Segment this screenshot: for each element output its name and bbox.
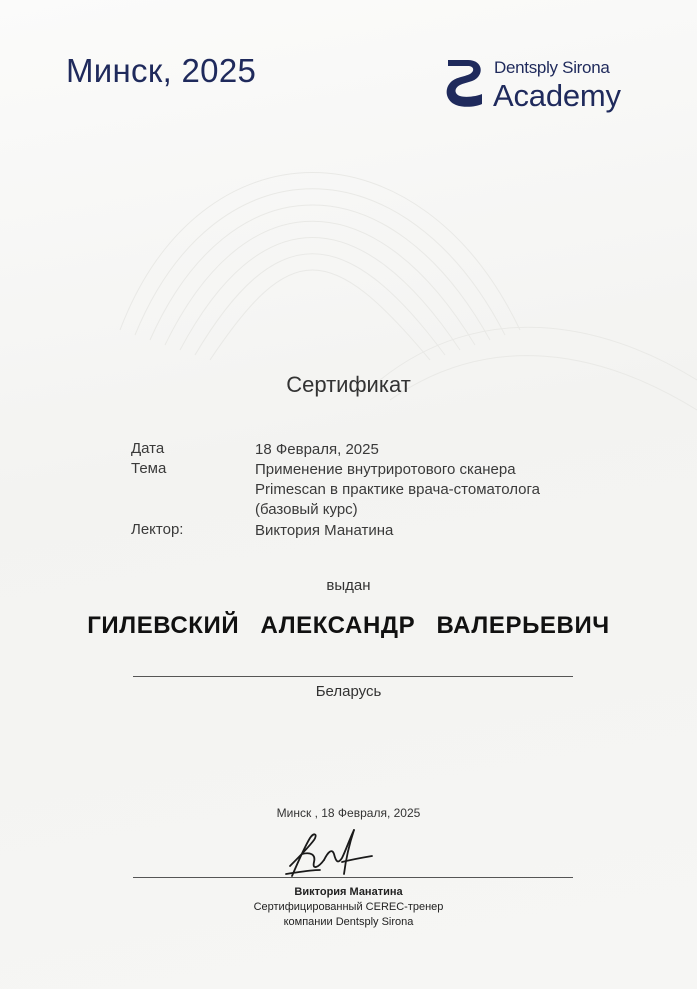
certificate-title: Сертификат: [286, 372, 411, 397]
recipient-underline: [133, 676, 573, 677]
city-year-heading: Минск, 2025: [66, 52, 257, 89]
signer-company: компании Dentsply Sirona: [283, 916, 414, 928]
signer-role: Сертифицированный CEREC-тренер: [253, 901, 444, 913]
dentsply-sirona-logo-icon: [444, 58, 486, 108]
topic-value: [255, 460, 635, 520]
logo-academy-text: Academy: [493, 78, 621, 113]
lecturer-value: Виктория Манатина: [255, 522, 394, 539]
topic-line-1: Применение внутриротового сканера: [255, 461, 516, 478]
recipient-country: Беларусь: [315, 683, 382, 700]
logo-brand-text: Dentsply Sirona: [494, 58, 610, 77]
topic-line-3: (базовый курс): [255, 501, 358, 518]
signature-place-date: Минск , 18 Февраля, 2025: [276, 806, 421, 820]
signer-name: Виктория Манатина: [294, 886, 403, 898]
signature-line: [133, 877, 573, 878]
lecturer-label: Лектор:: [131, 521, 184, 538]
issued-label: выдан: [326, 577, 371, 594]
recipient-name: ГИЛЕВСКИЙ АЛЕКСАНДР ВАЛЕРЬЕВИЧ: [87, 612, 610, 639]
dentsply-sirona-academy-logo: [444, 56, 644, 116]
date-label: Дата: [131, 440, 165, 457]
topic-label: Тема: [131, 460, 167, 477]
date-value: 18 Февраля, 2025: [255, 441, 379, 458]
topic-line-2: Primescan в практике врача-стоматолога: [255, 481, 540, 498]
